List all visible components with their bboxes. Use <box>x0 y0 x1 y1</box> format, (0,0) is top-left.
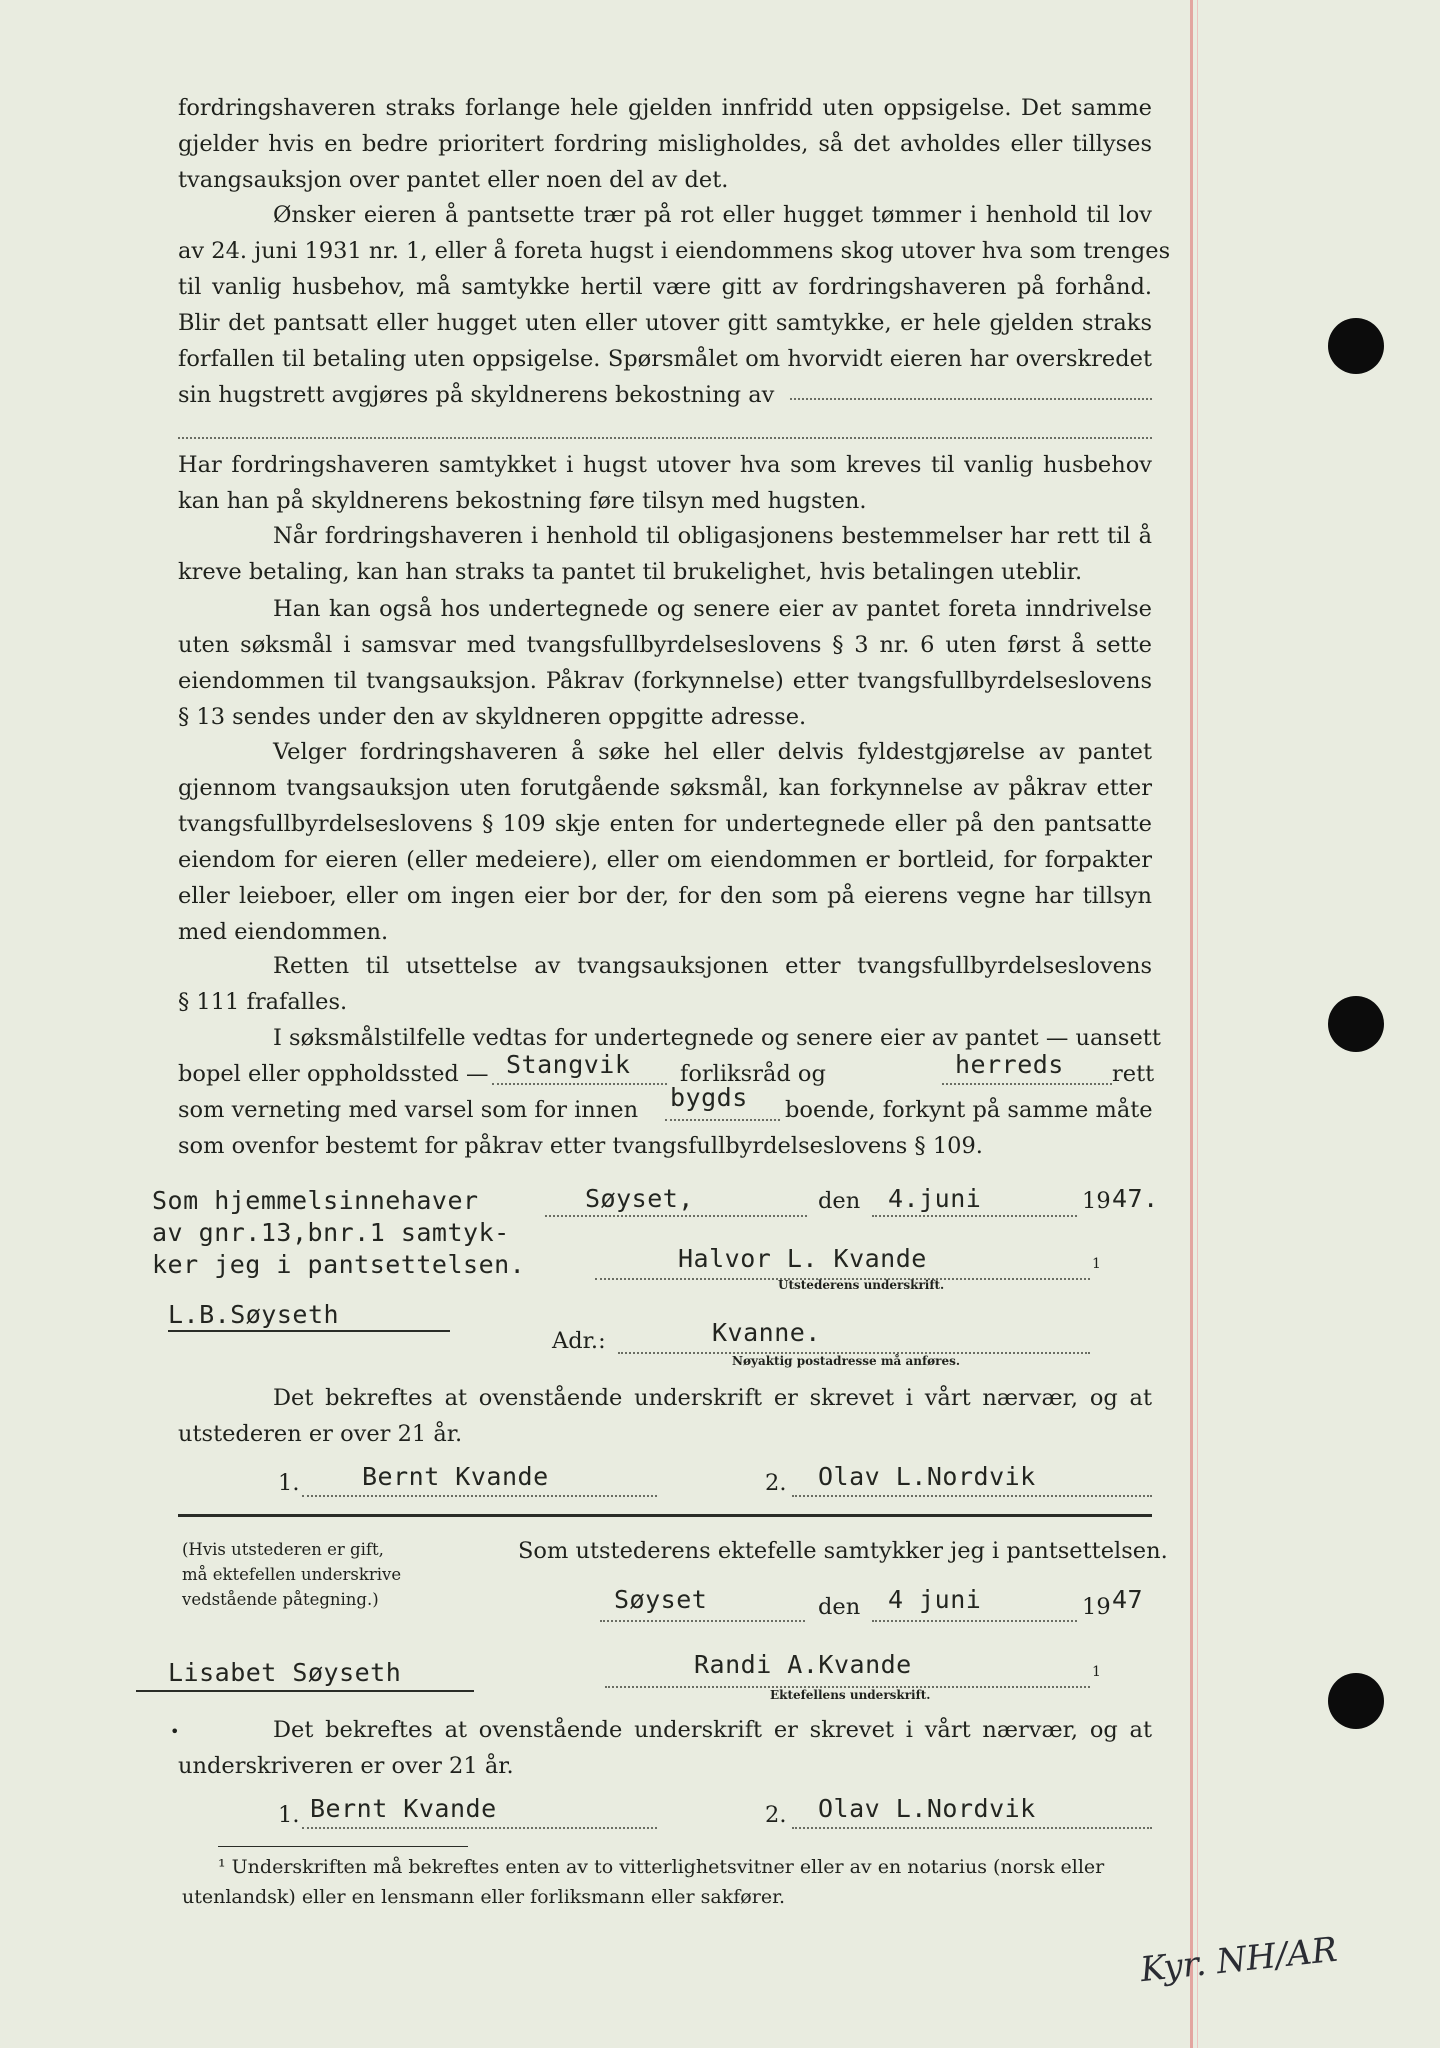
text-line: utstederen er over 21 år. <box>178 1421 463 1447</box>
left-signature: Lisabet Søyseth <box>168 1658 402 1687</box>
text-line: § 111 frafalles. <box>178 989 348 1015</box>
text-line: fordringshaveren straks forlange hele gjelden innfridd uten oppsigelse. Det samme <box>178 95 1152 121</box>
text-line: med eiendommen. <box>178 919 389 945</box>
text-line: Det bekreftes at ovenstående underskrift er skrevet i vårt nærvær, og at <box>273 1717 1152 1743</box>
address-caption: Nøyaktig postadresse må anføres. <box>732 1354 961 1368</box>
boende-name: bygds <box>670 1083 748 1112</box>
text-line: eiendom for eieren (eller medeiere), eller om eiendommen er bortleid, for forpakter <box>178 847 1152 873</box>
forliksrad-fill-line <box>492 1083 667 1085</box>
paragraph-3 <box>178 447 1152 519</box>
witness-1-name: Bernt Kvande <box>310 1794 497 1823</box>
hjemmel-signature-line <box>168 1330 450 1332</box>
year-suffix: 47 <box>1112 1585 1144 1614</box>
footnote-ref: 1 <box>1092 1256 1101 1272</box>
stray-mark: • <box>170 1722 180 1741</box>
spouse-date: 4 juni <box>888 1585 982 1614</box>
spouse-consent: Som utstederens ektefelle samtykker jeg i pantsettelsen. <box>518 1538 1168 1564</box>
confirmation-1 <box>178 1380 1152 1452</box>
spouse-note-line: vedstående påtegning.) <box>182 1590 379 1609</box>
paragraph-6 <box>178 734 1152 950</box>
venue-line-start: bopel eller oppholdssted — <box>178 1061 489 1087</box>
rett-fill-line <box>942 1083 1112 1085</box>
text-line: av 24. juni 1931 nr. 1, eller å foreta hugst i eiendommens skog utover hva som trenges <box>178 238 1171 264</box>
date-fill-line <box>872 1215 1077 1217</box>
venue-line-middle: forliksråd og <box>680 1061 826 1087</box>
paragraph-4 <box>178 518 1152 590</box>
witness-2-line <box>792 1495 1152 1497</box>
text-line: til vanlig husbehov, må samtykke hertil være gitt av fordringshaveren på forhånd. <box>178 274 1152 300</box>
witness-2-label: 2. <box>765 1470 787 1496</box>
text-line: § 13 sendes under den av skyldneren oppgitte adresse. <box>178 704 807 730</box>
boende-line-end: boende, forkynt på samme måte <box>785 1097 1153 1123</box>
hjemmel-note-line: ker jeg i pantsettelsen. <box>152 1250 526 1279</box>
text-line: gjelder hvis en bedre prioritert fordring misligholdes, så det avholdes eller tillyses <box>178 131 1152 157</box>
witness-1-name: Bernt Kvande <box>362 1462 549 1491</box>
venue-line-end: rett <box>1112 1061 1155 1087</box>
paragraph-1 <box>178 90 1152 198</box>
hjemmel-note-line: Som hjemmelsinnehaver <box>152 1186 479 1215</box>
boende-fill-line <box>665 1119 780 1121</box>
text-line: Blir det pantsatt eller hugget uten eller utover gitt samtykke, er hele gjelden straks <box>178 310 1152 336</box>
text-line: gjennom tvangsauksjon uten forutgående søksmål, kan forkynnelse av påkrav etter <box>178 775 1152 801</box>
witness-2-line <box>792 1827 1152 1829</box>
hjemmel-note-line: av gnr.13,bnr.1 samtyk- <box>152 1218 510 1247</box>
year-suffix: 47. <box>1112 1184 1159 1213</box>
forliksrad-name: Stangvik <box>506 1050 631 1079</box>
margin-line-secondary <box>1197 0 1198 2048</box>
year-prefix: 19 <box>1082 1594 1111 1620</box>
issuer-place: Søyset, <box>585 1184 694 1213</box>
signature-caption: Ektefellens underskrift. <box>770 1688 931 1702</box>
text-line: Når fordringshaveren i henhold til obligasjonens bestemmelser har rett til å <box>273 523 1152 549</box>
address-label: Adr.: <box>552 1328 606 1354</box>
hjemmel-signature: L.B.Søyseth <box>168 1300 340 1329</box>
text-line: underskriveren er over 21 år. <box>178 1753 514 1779</box>
rett-name: herreds <box>955 1050 1064 1079</box>
text-line: Han kan også hos undertegnede og senere eier av pantet foreta inndrivelse <box>273 596 1152 622</box>
witness-1-line <box>302 1495 657 1497</box>
footnote-ref: 1 <box>1092 1664 1101 1680</box>
text-line: Ønsker eieren å pantsette trær på rot eller hugget tømmer i henhold til lov <box>273 202 1152 228</box>
witness-1-label: 1. <box>278 1802 300 1828</box>
margin-line <box>1190 0 1193 2048</box>
witness-1-line <box>302 1827 657 1829</box>
place-fill-line <box>600 1620 805 1622</box>
spouse-note-line: må ektefellen underskrive <box>182 1565 402 1584</box>
issuer-signature: Halvor L. Kvande <box>678 1244 927 1273</box>
text-line: tvangsauksjon over pantet eller noen del av det. <box>178 167 729 193</box>
text-line: kreve betaling, kan han straks ta pantet til brukelighet, hvis betalingen uteblir. <box>178 559 1083 585</box>
issuer-address: Kvanne. <box>712 1318 821 1347</box>
spouse-signature: Randi A.Kvande <box>694 1650 912 1679</box>
text-line: eller leieboer, eller om ingen eier bor der, for den som på eierens vegne har tillsyn <box>178 883 1152 909</box>
text-line: kan han på skyldnerens bekostning føre tilsyn med hugsten. <box>178 488 867 514</box>
spouse-place: Søyset <box>614 1585 708 1614</box>
den-label: den <box>818 1594 861 1620</box>
witness-1-label: 1. <box>278 1470 300 1496</box>
footnote-line: ¹ Underskriften må bekreftes enten av to vitterlighetsvitner eller av en notarius (norsk eller <box>218 1856 1105 1878</box>
text-line: tvangsfullbyrdelseslovens § 109 skje enten for undertegnede eller på den pantsatte <box>178 811 1152 837</box>
den-label: den <box>818 1188 861 1214</box>
text-line: Velger fordringshaveren å søke hel eller delvis fyldestgjørelse av pantet <box>273 739 1152 765</box>
text-line: Har fordringshaveren samtykket i hugst utover hva som kreves til vanlig husbehov <box>178 452 1152 478</box>
text-line: uten søksmål i samsvar med tvangsfullbyrdelseslovens § 3 nr. 6 uten først å sette <box>178 632 1152 658</box>
spouse-note-line: (Hvis utstederen er gift, <box>182 1540 384 1559</box>
paragraph-7 <box>178 948 1152 1020</box>
text-line: Det bekreftes at ovenstående underskrift er skrevet i vårt nærvær, og at <box>273 1385 1152 1411</box>
footnote-line: utenlandsk) eller en lensmann eller forliksmann eller sakfører. <box>182 1886 786 1908</box>
text-line: Retten til utsettelse av tvangsauksjonen etter tvangsfullbyrdelseslovens <box>273 953 1152 979</box>
dotted-fill-line <box>790 398 1152 400</box>
dotted-fill-line <box>178 437 1152 439</box>
text-line: forfallen til betaling uten oppsigelse. Spørsmålet om hvorvidt eieren har overskredet <box>178 346 1152 372</box>
section-divider <box>178 1514 1152 1517</box>
text-line: som ovenfor bestemt for påkrav etter tvangsfullbyrdelseslovens § 109. <box>178 1133 983 1159</box>
handwritten-mark: Kyr. NH/AR <box>1138 1929 1340 1991</box>
footnote-rule <box>218 1846 468 1847</box>
year-prefix: 19 <box>1082 1188 1111 1214</box>
witness-2-label: 2. <box>765 1802 787 1828</box>
place-fill-line <box>545 1215 807 1217</box>
boende-line-start: som verneting med varsel som for innen <box>178 1097 639 1123</box>
text-line: eiendommen til tvangsauksjon. Påkrav (forkynnelse) etter tvangsfullbyrdelseslovens <box>178 668 1152 694</box>
punch-hole-top <box>1328 318 1384 374</box>
text-line: I søksmålstilfelle vedtas for undertegnede og senere eier av pantet — uansett <box>273 1025 1161 1051</box>
issuer-date: 4.juni <box>888 1184 982 1213</box>
punch-hole-middle <box>1328 996 1384 1052</box>
witness-2-name: Olav L.Nordvik <box>818 1794 1036 1823</box>
date-fill-line <box>872 1620 1077 1622</box>
punch-hole-bottom <box>1328 1673 1384 1729</box>
confirmation-2 <box>178 1712 1152 1784</box>
signature-caption: Utstederens underskrift. <box>778 1278 945 1292</box>
witness-2-name: Olav L.Nordvik <box>818 1462 1036 1491</box>
paragraph-2 <box>178 197 1171 413</box>
paragraph-5 <box>178 591 1152 735</box>
text-line: sin hugstrett avgjøres på skyldnerens bekostning av <box>178 382 775 408</box>
left-signature-line <box>136 1690 474 1692</box>
